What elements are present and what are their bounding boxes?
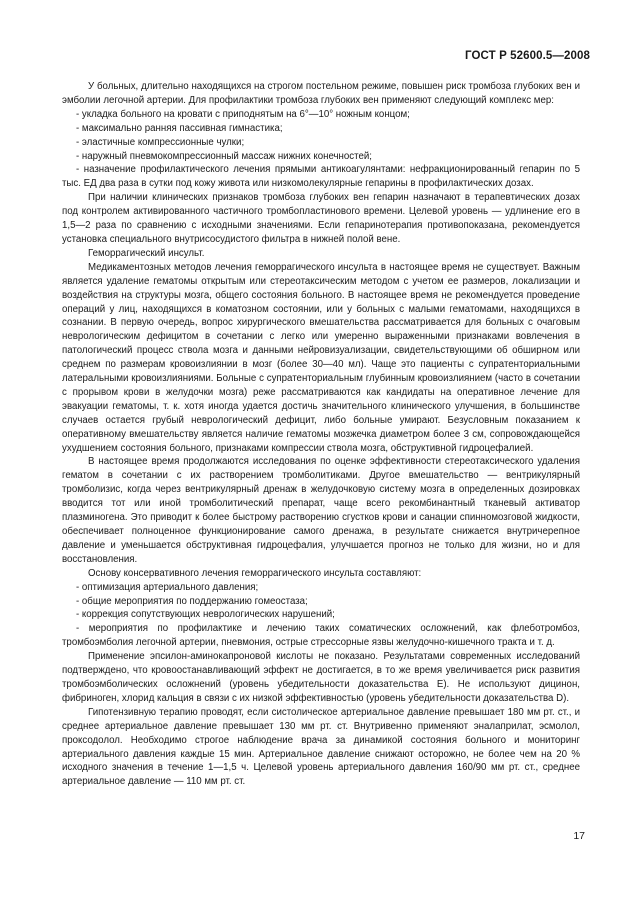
list-item: - наружный пневмокомпрессионный массаж нижних конечностей; (76, 150, 372, 162)
paragraph: У больных, длительно находящихся на строгом постельном режиме, повышен риск тромбоза глубоких вен и эмболии легочной артерии. Для профилактики тромбоза глубоких вен применяют следующий комплекс мер: (62, 81, 580, 106)
page-number: 17 (573, 830, 585, 842)
list-item: - общие мероприятия по поддержанию гомеостаза; (76, 595, 308, 607)
paragraph: Гипотензивную терапию проводят, если систолическое артериальное давление превышает 180 мм рт. ст., и среднее артериальное давление превышает 130 мм рт. ст. Внутривенно применяют эналаприлат, эсмолол, проксодолол. Необходимо строгое наблюдение врача за динамикой состояния больного и мониторинг артериального давления каждые 15 мин. Артериальное давление снижают осторожно, не более чем на 20 % исходного значения в течение 1—1,5 ч. Целевой уровень артериального давления 160/90 мм рт. ст., среднее артериальное давление — 110 мм рт. ст. (62, 706, 580, 788)
list-item: - укладка больного на кровати с приподнятым на 6°—10° ножным концом; (76, 108, 410, 120)
paragraph: Геморрагический инсульт. (88, 247, 205, 259)
paragraph: При наличии клинических признаков тромбоза глубоких вен гепарин назначают в терапевтических дозах под контролем активированного частичного тромбопластинового времени. Целевой уровень — удлинение его в 1,5—2 раза по сравнению с исходными значениями. Если гепаринотерапия противопоказана, рекомендуется установка специального внутрисосудистого фильтра в нижней полой вене. (62, 192, 580, 245)
list-item: - эластичные компрессионные чулки; (76, 136, 245, 148)
paragraph: Медикаментозных методов лечения геморрагического инсульта в настоящее время не существует. Важным является удаление гематомы открытым или стереотаксическим методом с учетом ее размеров, локализации и воздействия на структуры мозга, общего состояния больного. В настоящее время не рекомендуется проведение операций у лиц, находящихся в коматозном состоянии, или у больных с малыми гематомами, находящихся в сознании. В первую очередь, вопрос хирургического вмешательства рассматривается для больных с очаговым неврологическим дефицитом в сочетании с легко или умеренно выраженными признаками вовлечения в патологический процесс ствола мозга и данными нейровизуализации, свидетельствующими об обширном или среднем по размерам кровоизлиянии в мозг (более 30—40 мл). Чаще это пациенты с супратенториальными латеральными кровоизлияниями. Больные с супратенториальным глубинным кровоизлиянием (часто в сочетании с прорывом крови в желудочки мозга) реже рассматриваются как кандидаты на оперативное лечение для эвакуации гематомы, т. к. хотя иногда удается достичь значительного клинического улучшения, в большинстве случаев остается грубый неврологический дефицит, либо больные умирают. Безусловным показанием к оперативному вмешательству является наличие гематомы мозжечка диаметром более 3 см, сопровождающейся ухудшением состояния больного, признаками компрессии ствола мозга, обструктивной гидроцефалией. (62, 261, 580, 454)
list-item: - оптимизация артериального давления; (76, 581, 259, 593)
paragraph: Применение эпсилон-аминокапроновой кислоты не показано. Результатами современных исследований подтверждено, что кровоостанавливающий эффект не достигается, в то же время увеличивается риск развития тромбоэмболических осложнений (уровень убедительности доказательства Е). Не используют дицинон, фибриноген, хлорид кальция в связи с их низкой эффективностью (уровень убедительности доказательства D). (62, 651, 580, 704)
document-body (62, 80, 580, 789)
list-item: - мероприятия по профилактике и лечению таких соматических осложнений, как флеботромбоз, тромбоэмболия легочной артерии, пневмония, острые стрессорные язвы желудочно-кишечного тракта и т. д. (62, 623, 580, 649)
list-item: - коррекция сопутствующих неврологических нарушений; (76, 609, 335, 621)
paragraph: Основу консервативного лечения геморрагического инсульта составляют: (88, 567, 422, 579)
list-item: - максимально ранняя пассивная гимнастика; (76, 122, 283, 134)
paragraph: В настоящее время продолжаются исследования по оценке эффективности стереотаксического удаления гематом в сочетании с их растворением тромболитиками. Другое вмешательство — вентрикулярный тромболизис, когда через вентрикулярный дренаж в желудочковую систему мозга в определенных дозировках вводится тот или иной тромболитический препарат, чаще всего рекомбинантный тканевый активатор плазминогена. Это приводит к более быстрому растворению сгустков крови и санации спинномозговой жидкости, обеспечивает полноценное функционирование самого дренажа, в результате снижается внутричерепное давление и уменьшается обструктивная гидроцефалия, улучшается прогноз не только для жизни, но и для восстановления. (62, 456, 580, 565)
standard-designation: ГОСТ Р 52600.5—2008 (465, 50, 590, 62)
list-item: - назначение профилактического лечения прямыми антикоагулянтами: нефракционированный гепарин по 5 тыс. ЕД два раза в сутки под кожу живота или низкомолекулярные гепарины в профилактических дозах. (62, 164, 580, 190)
